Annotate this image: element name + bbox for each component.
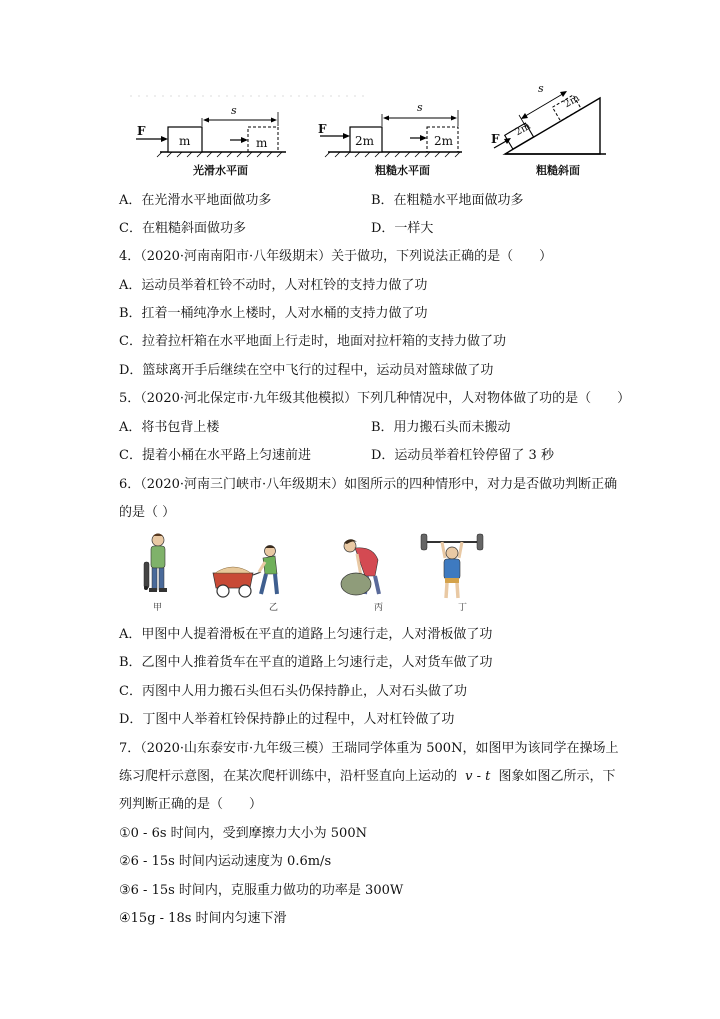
- scene-caption-bing: 丙: [374, 603, 384, 613]
- panel-3-block-label: 2m: [513, 120, 533, 139]
- q5-option-a: A．将书包背上楼: [119, 420, 220, 435]
- q6-option-d: D．丁图中人举着杠铃保持静止的过程中，人对杠铃做了功: [119, 712, 455, 727]
- scene-yi-pushing-cart: [213, 546, 277, 598]
- four-scenes-figure: [135, 528, 495, 618]
- q5-option-c: C．提着小桶在水平路上匀速前进: [119, 448, 311, 463]
- panel-2-caption: 粗糙水平面: [375, 164, 430, 177]
- q6-stem-line2: 的是（ ）: [119, 505, 176, 520]
- panel-2-block-label: 2m: [355, 134, 375, 148]
- panel-3-caption: 粗糙斜面: [536, 164, 580, 177]
- panel-3-force-label: F: [491, 132, 500, 146]
- q6-option-a: A．甲图中人提着滑板在平直的道路上匀速行走，人对滑板做了功: [119, 627, 493, 642]
- scene-caption-jia: 甲: [153, 603, 163, 613]
- q7-statement-2: ②6 - 15s 时间内运动速度为 0.6m/s: [119, 854, 332, 869]
- scene-jia-skateboard: [144, 534, 167, 593]
- q3-option-d: D．一样大: [371, 221, 434, 236]
- scene-bing-lifting-rock: [341, 539, 379, 595]
- q7-statement-3: ③6 - 15s 时间内，克服重力做功的功率是 300W: [119, 883, 404, 898]
- q7-stem-line2-var: v - t: [465, 769, 491, 784]
- panel-1-block-label: m: [179, 134, 191, 148]
- panel-3-distance-label: s: [538, 82, 544, 95]
- panel-2-block-label-2: 2m: [434, 134, 454, 148]
- panel-rough-incline: [494, 91, 606, 154]
- q3-option-a: A．在光滑水平地面做功多: [119, 193, 272, 208]
- q5-option-d: D．运动员举着杠铃停留了 3 秒: [371, 448, 554, 463]
- q7-stem-line1: 7．（2020·山东泰安市·九年级三模）王瑞同学体重为 500N，如图甲为该同学在操场上: [119, 741, 619, 756]
- panel-1-distance-label: s: [231, 104, 237, 117]
- q5-stem: 5．（2020·河北保定市·九年级其他模拟）下列几种情况中，人对物体做了功的是（ ）: [119, 391, 631, 406]
- q3-option-c: C．在粗糙斜面做功多: [119, 221, 246, 236]
- panel-2-force-label: F: [318, 122, 327, 136]
- panel-1-force-label: F: [137, 124, 146, 138]
- q4-option-d: D．篮球离开手后继续在空中飞行的过程中，运动员对篮球做了功: [119, 363, 494, 378]
- panel-3-block-label-2: 2m: [562, 92, 582, 111]
- q4-option-c: C．拉着拉杆箱在水平地面上行走时，地面对拉杆箱的支持力做了功: [119, 334, 506, 349]
- q4-option-a: A．运动员举着杠铃不动时，人对杠铃的支持力做了功: [119, 278, 428, 293]
- q3-option-b: B．在粗糙水平地面做功多: [371, 193, 524, 208]
- q4-stem: 4．（2020·河南南阳市·八年级期末）关于做功，下列说法正确的是（ ）: [119, 249, 553, 264]
- scene-caption-yi: 乙: [269, 603, 279, 613]
- scene-ding-holding-barbell: [421, 534, 483, 598]
- q7-stem-line2: [119, 768, 616, 786]
- q4-option-b: B．扛着一桶纯净水上楼时，人对水桶的支持力做了功: [119, 306, 428, 321]
- scene-caption-ding: 丁: [458, 603, 468, 613]
- q7-statement-4: ④15g - 18s 时间内匀速下滑: [119, 911, 287, 926]
- q6-option-b: B．乙图中人推着货车在平直的道路上匀速行走，人对货车做了功: [119, 655, 493, 670]
- q6-option-c: C．丙图中人用力搬石头但石头仍保持静止，人对石头做了功: [119, 684, 467, 699]
- q7-stem-line2-text: 练习爬杆示意图，在某次爬杆训练中，沿杆竖直向上运动的: [119, 769, 458, 784]
- panel-smooth-horizontal: [136, 112, 286, 157]
- q7-stem-line3: 列判断正确的是（ ）: [119, 797, 263, 812]
- q5-option-b: B．用力搬石头而未搬动: [371, 420, 511, 435]
- q7-statement-1: ①0 - 6s 时间内，受到摩擦力大小为 500N: [119, 826, 367, 841]
- panel-1-block-label-2: m: [256, 136, 268, 150]
- q7-stem-line2-end: 图象如图乙所示，下: [498, 769, 616, 784]
- panel-2-distance-label: s: [417, 101, 423, 114]
- q6-stem-line1: 6．（2020·河南三门峡市·八年级期末）如图所示的四种情形中，对力是否做功判断正确: [119, 477, 618, 492]
- panel-1-caption: 光滑水平面: [193, 164, 248, 177]
